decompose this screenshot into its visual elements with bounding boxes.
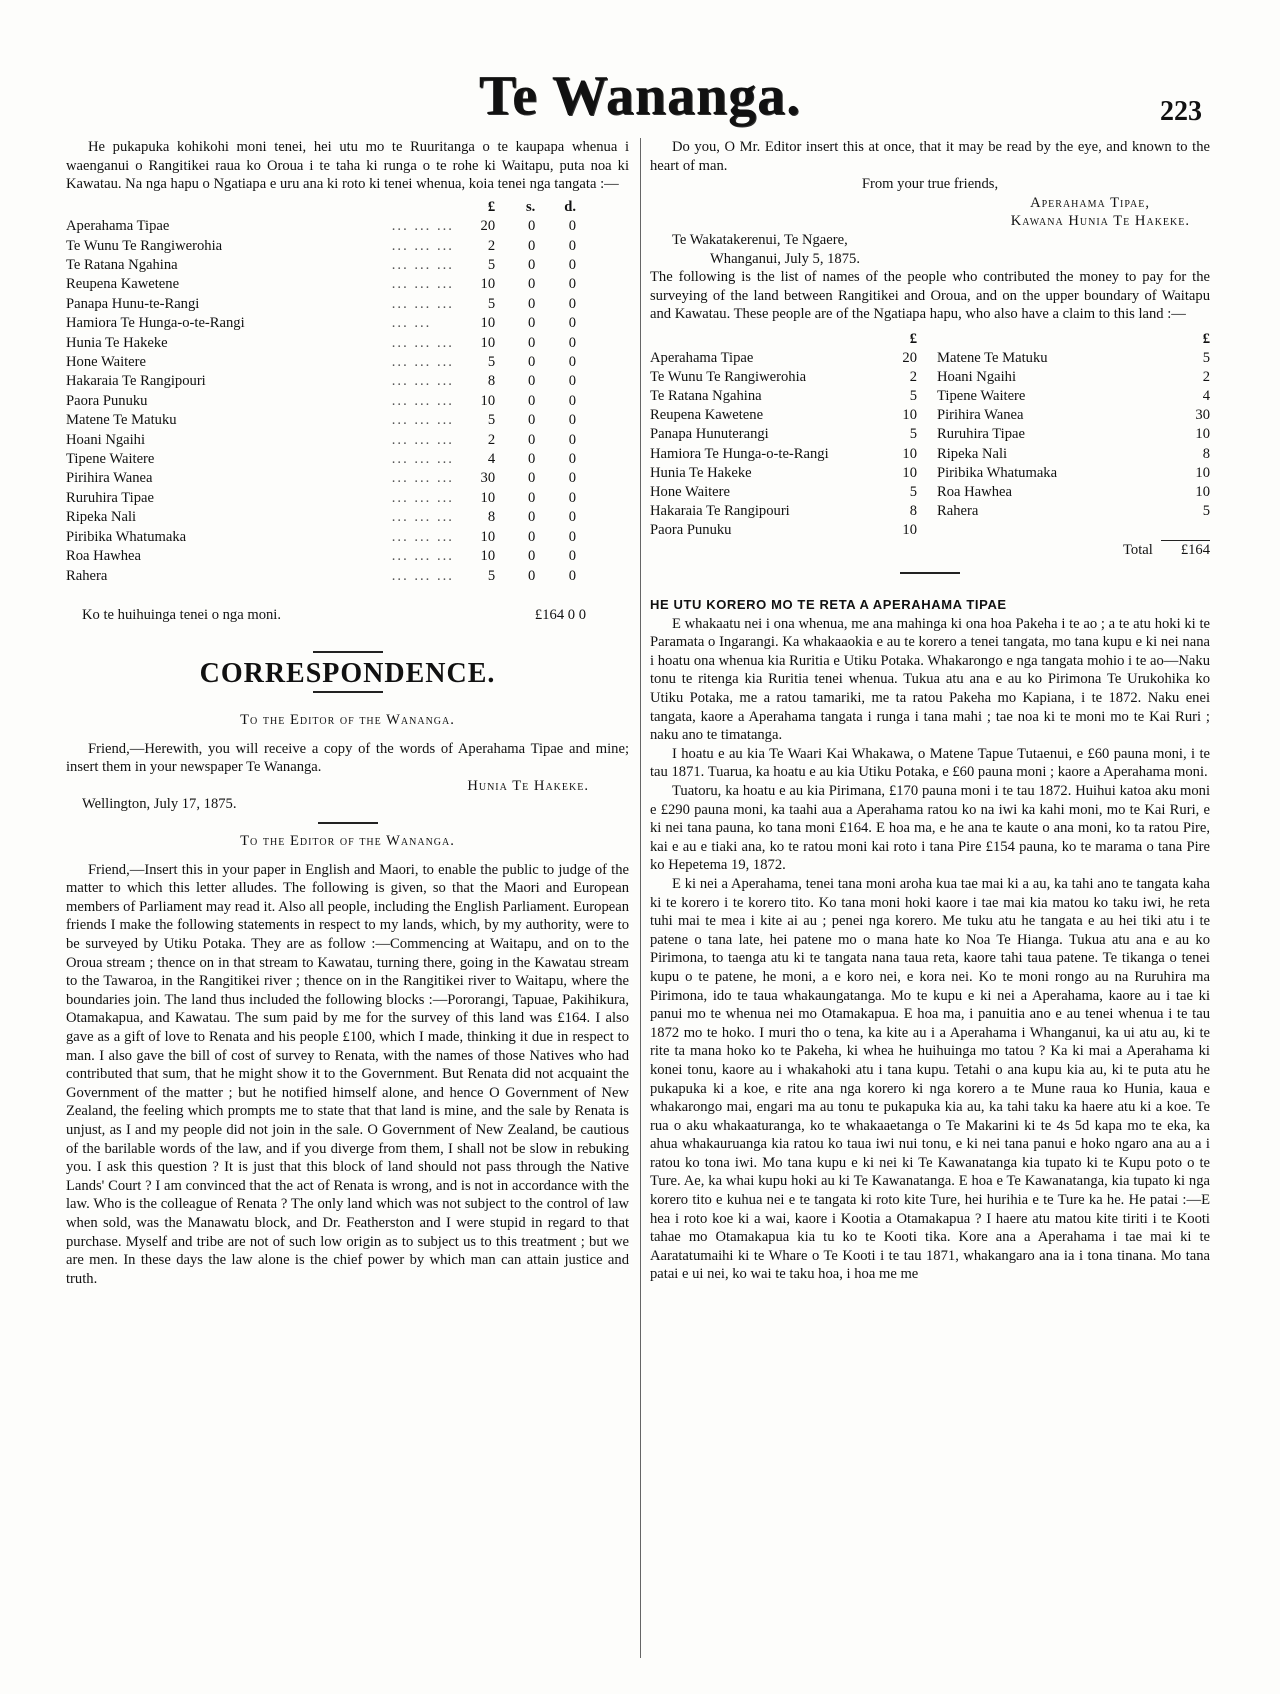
table-row: Rahera ... ... ... 5 0 0 [66, 567, 576, 584]
contributors-table [650, 330, 1210, 560]
table-row: Te Ratana Ngahina 5 Tipene Waitere 4 [650, 388, 1210, 405]
table-row: Aperahama Tipae 20 Matene Te Matuku 5 [650, 350, 1210, 367]
pounds-header: £ [487, 198, 496, 215]
letter2-addressee: To the Editor of the Wananga. [240, 833, 455, 850]
short-rule [318, 822, 378, 824]
table-row: Ruruhira Tipae ... ... ... 10 0 0 [66, 489, 576, 506]
total-label: Ko te huihuinga tenei o nga moni. [82, 606, 282, 623]
subscription-intro: He pukapuka kohikohi moni tenei, hei utu mo te Ruuritanga o te kaupapa whenua i waenganui o Rangitikei raua ko Oroua i te taha ki runga o te rohe ki Waitapu, puta noa ki Kawatau. Na nga hapu o Ngatiapa e uru ana ki roto ki tenei whenua, koia tenei nga tangata :— [66, 139, 629, 193]
page-number: 223 [1160, 96, 1202, 127]
masthead [0, 64, 1280, 128]
table-row: Hone Waitere 5 Roa Hawhea 10 [650, 483, 1210, 500]
total-amount: £164 0 0 [534, 606, 586, 623]
signatory-1: Aperahama Tipae, [1030, 194, 1150, 211]
letter1-signature: Hunia Te Hakeke. [467, 777, 589, 794]
article-paragraph: I hoatu e au kia Te Waari Kai Whakawa, o Matene Tapue Tutaenui, e £60 pauna moni, i te tau 1871. Tuarua, ka hoatu e au kia Utiku Potaka, e £60 pauna moni ; kaore a Aperahama moni. [650, 745, 1210, 781]
contributions-table [66, 198, 576, 586]
short-rule [313, 691, 383, 693]
correspondence-heading: CORRESPONDENCE. [199, 657, 496, 689]
article-paragraph: E whakaatu nei i ona whenua, me ana mahinga ki ona hoa Pakeha i te ao ; a te atu hoki ki te Paramata o Ingarangi. Ka whakaaokia e au te korero a tenei tangata, mo tana kupu e ki nei nana i hoatu ona whenua kia Ruritia e Utiku Potaka. Whakarongo e nga tangata mohio i te ao—Naku tonu te ritenga kia Ruritia tenei whenua. Tukua atu ana e au ko Pirimona Te Urukohika ko Utiku Potaka, me a ratou tamariki, me ta ratou Pakeha mo Kapiana, i te 1872. Naku enei tangata, kaore a Aperahama tangata i runga i tana mahi ; tae noa ki te moni mo te Kai Ruri ; naku ano te timatanga. [650, 615, 1210, 744]
letter1-addressee: To the Editor of the Wananga. [240, 712, 455, 729]
table-row: Roa Hawhea ... ... ... 10 0 0 [66, 548, 576, 565]
table-row: Hoani Ngaihi ... ... ... 2 0 0 [66, 431, 576, 448]
short-rule [313, 651, 383, 653]
total-row [650, 540, 1210, 560]
table-row: Pirihira Wanea ... ... ... 30 0 0 [66, 470, 576, 487]
table-row: Hone Waitere ... ... ... 5 0 0 [66, 354, 576, 371]
signatory-2: Kawana Hunia Te Hakeke. [1010, 213, 1190, 230]
table-row: Panapa Hunuterangi 5 Ruruhira Tipae 10 [650, 426, 1210, 443]
table-row: Paora Punuku 10 [650, 522, 917, 539]
letter2-body: Friend,—Insert this in your paper in English and Maori, to enable the public to judge of the matter to which this letter alludes. The following is given, so that the Maori and European members of Parliament may read it. Also all people, including the English Parliament. European friends I make the following statements in respect to my lands, which, by my authority, were to be surveyed by Utiku Potaka. They are as follow :—Commencing at Waitapu, and on to the Oroua stream ; thence on in that stream to Kawatau, turning there, going in the Kawatau stream to the Tawaroa, in the Rangitikei river ; thence on in the Rangitikei river to Waitapu, where the boundaries join. The land thus included the following blocks :—Pororangi, Tapuae, Pakihikura, Otamakapua, and Kawatau. The sum paid by me for the survey of this land was £164. I also gave as a gift of love to Renata and his people £100, which I made, thinking it due in respect to man. I also gave the bill of cost of survey to Renata, with the names of those Natives who had contributed that sum, that he might show it to the Government. But Renata did not acquaint the Government of the matter ; but he notified himself alone, and hence O Government of New Zealand, the feeling which prompts me to state that that land is mine, and the sale by Renata is unjust, as I and my people did not join in the sale. O Government of New Zealand, be cautious of the barilable words of the law, and if you diverge from them, I shall not be slow in rebuking you. I ask this question ? It is just that this block of land should not pass through the Native Lands' Court ? I am convinced that the act of Renata is wrong, and is not in accordance with the law. Who is the colleague of Renata ? The only land which was not subject to the control of law when sold, was the Manawatu block, and Dr. Featherston and I were stupid in regard to that purchase. Myself and tribe are not of such low origin as to subject us to this treatment ; but we are men. In these days the law alone is the chief power by which man can attain justice and truth. [66, 861, 629, 1287]
letter-closing-request: Do you, O Mr. Editor insert this at once, that it may be read by the eye, and known to the heart of man. [650, 139, 1210, 174]
letter1-body: Friend,—Herewith, you will receive a copy of the words of Aperahama Tipae and mine; insert them in your newspaper Te Wananga. [66, 740, 629, 776]
table-row: Hamiora Te Hunga-o-te-Rangi ... ... 10 0 0 [66, 315, 576, 332]
article-paragraph: Tuatoru, ka hoatu e au kia Pirimana, £170 pauna moni i te tau 1872. Huihui katoa aku moni e £290 pauna moni, ka taahi aua a Aperahama ratou ko na iwi ka kahi moni, mo te Kai Ruri, e ki nei tana pauna, ko tana moni £164. E hoa ma, e he ana te kaute o ana moni, ko ta ratou Pire, kai e au e tiaki ana, ko te ratou moni kai roto i tana Pire £154 pauna, ko te marama o tana Pire ko Hepetema 19, 1872. [650, 783, 1210, 874]
table-row: Hunia Te Hakeke 10 Piribika Whatumaka 10 [650, 464, 1210, 481]
total-amount: £164 [1161, 540, 1210, 560]
newspaper-title: Te Wananga. [478, 65, 802, 127]
table-row: Reupena Kawetene ... ... ... 10 0 0 [66, 276, 576, 293]
table-row: Te Wunu Te Rangiwerohia 2 Hoani Ngaihi 2 [650, 369, 1210, 386]
letter1-place-date: Wellington, July 17, 1875. [82, 796, 237, 813]
currency-header-row: £ £ [909, 330, 1210, 347]
table-row: Hakaraia Te Rangipouri ... ... ... 8 0 0 [66, 373, 576, 390]
currency-header-row [66, 198, 576, 217]
table-row: Panapa Hunu-te-Rangi ... ... ... 5 0 0 [66, 295, 576, 312]
left-column [66, 138, 629, 1288]
table-row: Matene Te Matuku ... ... ... 5 0 0 [66, 412, 576, 429]
table-row: Hunia Te Hakeke ... ... ... 10 0 0 [66, 334, 576, 351]
article-paragraph: E ki nei a Aperahama, tenei tana moni aroha kua tae mai ki a au, ka tahi ano te tangata kaha ki te korero i te korero tito. Ko tana moni hoki kaore i tae mai kia matou ko taku iwi, he reta tuhi mai te mea i kite ai au ; penei nga korero. Me tuku atu he tangata e au hei tiki atu i te patene o tana late, hei patene mo o mana hate ko Noa Te Hianga. Tukua atu ana e au ko Pirimona, to taenga atu ki te tangata nana taua reta, kaore tahi taua patene. Te tikanga o tenei kupu o te patene, he moni, a e koro nei, e kora nei. Ko te moni rongo au na Ruruhira ma Pirimona, ido te taua whakaungatanga. Mo te kupu e ki nei a Aperahama, kaore au i tae ki panui mo te whenua nei mo Otamakapua. E hoa ma, i panuitia ano e au tenei whenua i te tau 1872 mo te hoko. I muri tho o tena, ka kite au i a Aperahama i Whanganui, ka ui atu au, ki te rite ta mana hoko ko te Pakeha, ki whea he huihuinga mo tatou ? Ka ki mai a Aperahama ki konei tonu, kaore au i whakahoki atu i tana kupu. Tetahi o ana kupu kia au, ki te puta atu he pukapuka ki a koe, e rite ana nga korero ki nga korero a te Mune raua ko Hunia, kaua e whakarongo mai, engari ma au tonu te pukapuka kia au, ka tahi taku ka haere atu ki a koe. Te rua o aku whakaaturanga, ko te whakaaetanga o Te Makarini ki te 4s 5d kapa mo te eka, ka ahua whakauruanga kia ratou ko taua iwi nui tonu, e ki nei tana panui e hoko ngaro ana au a i ratou ko tona iwi. Mo tana kupu e ki nei ki Te Kawanatanga kia tupato ki te Kupu poto o te Ture. Ae, ka whai kupu hoki au ki Te Kawanatanga. E hoa e Te Kawanatanga, kia tupato ki nga korero tito e kuhua nei e te tangata ki roto kite Ture, hei hurihia e te Ture ka he. He patai :—E hea i roto koe ki a wai, kaore i Kootia a Otamakapua ? I haere atu matou kite tiriti i te Kooti tahae mo Otamakapua kia tu ko te Kooti tika. Kore ana a Aperahama i tae mai ki te Aaratatumaihi ki te Whare o Te Kooti i te tau 1871, whakangaro ana ia i tona tinana. Mo tana patai e ui nei, ko wai te taku hoa, i hoa me me [650, 875, 1210, 1283]
right-column [650, 138, 1210, 1284]
pence-header: d. [564, 198, 576, 215]
table-row: Paora Punuku ... ... ... 10 0 0 [66, 392, 576, 409]
table-row: Te Ratana Ngahina ... ... ... 5 0 0 [66, 257, 576, 273]
section-heading: HE UTU KORERO MO TE RETA A APERAHAMA TIPAE [650, 597, 1007, 613]
table-row: Tipene Waitere ... ... ... 4 0 0 [66, 451, 576, 468]
table-row: Hamiora Te Hunga-o-te-Rangi 10 Ripeka Nali 8 [650, 445, 1210, 462]
contributors-list-intro: The following is the list of names of the people who contributed the money to pay for the surveying of the land between Rangitikei and Oroua, and on the upper boundary of Waitapu and Kawatau. These people are of the Ngatiapa hapu, who also have a claim to this land :— [650, 269, 1210, 323]
table-row: Aperahama Tipae ... ... ... 20 0 0 [66, 218, 576, 235]
table-row: Piribika Whatumaka ... ... ... 10 0 0 [66, 528, 576, 545]
short-rule [900, 572, 960, 574]
letter-place: Te Wakatakerenui, Te Ngaere, [672, 231, 848, 248]
table-row: Hakaraia Te Rangipouri 8 Rahera 5 [650, 502, 1210, 519]
contributions-total [66, 606, 586, 625]
shillings-header: s. [525, 198, 536, 215]
column-divider [640, 138, 641, 1658]
letter-closing: From your true friends, [861, 176, 999, 193]
table-row: Te Wunu Te Rangiwerohia ... ... ... 2 0 0 [66, 237, 576, 254]
total-label: Total [1123, 541, 1153, 558]
table-row: Ripeka Nali ... ... ... 8 0 0 [66, 509, 576, 526]
letter-date: Whanganui, July 5, 1875. [710, 250, 860, 267]
table-row: Reupena Kawetene 10 Pirihira Wanea 30 [650, 407, 1210, 424]
